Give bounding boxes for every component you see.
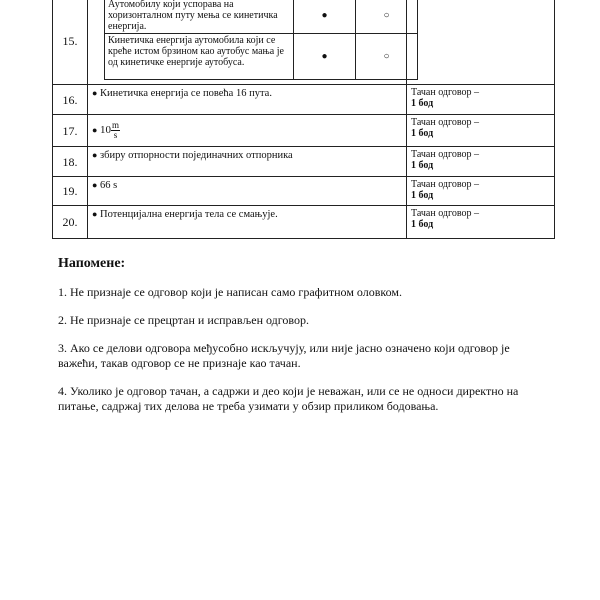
answer-cell	[88, 0, 407, 85]
note-item: 4. Уколико је одговор тачан, а садржи и део који је неважан, или се не односи директно на питање, садржај тих делова не треба узимати у обзир приликом бодовања.	[58, 384, 519, 413]
question-number: 15.	[53, 0, 88, 85]
answer-cell	[88, 147, 407, 177]
bullet-icon: ●	[92, 209, 98, 219]
table-row	[53, 85, 555, 115]
note-item: 1. Не признаје се одговор који је написан само графитном оловком.	[58, 285, 402, 299]
question-number: 19.	[53, 177, 88, 206]
notes-section	[58, 256, 548, 427]
points-value: 1 бод	[411, 219, 434, 230]
points-label: Тачан одговор –	[411, 149, 480, 160]
answer-cell	[88, 206, 407, 239]
statement-text: Аутомобилу који успорава на хоризонталном путу мења се кинетичка енергија.	[105, 0, 294, 34]
points-label: Тачан одговор –	[411, 179, 480, 190]
answer-cell	[88, 177, 407, 206]
points-value: 1 бод	[411, 160, 434, 171]
statement-row	[105, 34, 418, 80]
points-cell	[407, 147, 555, 177]
bullet-icon: ●	[92, 124, 98, 135]
unit-fraction	[111, 121, 120, 140]
statement-table	[104, 0, 418, 80]
answer-value: 10	[100, 123, 111, 136]
statement-row	[105, 0, 418, 34]
points-label: Тачан одговор –	[411, 208, 480, 219]
question-number: 17.	[53, 115, 88, 147]
points-cell	[407, 177, 555, 206]
unit-numerator: m	[112, 120, 120, 130]
note-item: 2. Не признаје се прецртан и исправљен одговор.	[58, 313, 309, 327]
unit-denominator: s	[113, 130, 118, 140]
question-number: 20.	[53, 206, 88, 239]
answer-text: Кинетичка енергија се повећа 16 пута.	[100, 88, 272, 99]
answer-text: 66 s	[100, 180, 118, 191]
points-cell	[407, 0, 555, 85]
answer-cell	[88, 85, 407, 115]
points-value: 1 бод	[411, 98, 434, 109]
filled-circle-icon: ●	[294, 34, 356, 80]
answer-cell	[88, 115, 407, 147]
empty-circle-icon: ○	[356, 34, 418, 80]
points-cell	[407, 85, 555, 115]
answer-text: Потенцијална енергија тела се смањује.	[100, 209, 278, 220]
bullet-icon: ●	[92, 88, 98, 98]
notes-title: Напомене:	[58, 256, 126, 271]
table-row	[53, 115, 555, 147]
empty-circle-icon: ○	[356, 0, 418, 34]
points-cell	[407, 206, 555, 239]
question-number: 18.	[53, 147, 88, 177]
table-row	[53, 0, 555, 85]
points-label: Тачан одговор –	[411, 87, 480, 98]
question-number: 16.	[53, 85, 88, 115]
table-row	[53, 147, 555, 177]
answer-text: збиру отпорности појединачних отпорника	[100, 150, 293, 161]
statement-text: Кинетичка енергија аутомобила који се креће истом брзином као аутобус мања је од кинетичке енергије аутобуса.	[105, 34, 294, 80]
points-cell	[407, 115, 555, 147]
points-label: Тачан одговор –	[411, 117, 480, 128]
bullet-icon: ●	[92, 150, 98, 160]
note-item: 3. Ако се делови одговора међусобно искључују, или није јасно означено који одговор је важећи, такав одговор се не признаје као тачан.	[58, 341, 510, 370]
points-value: 1 бод	[411, 190, 434, 201]
filled-circle-icon: ●	[294, 0, 356, 34]
bullet-icon: ●	[92, 180, 98, 190]
table-row	[53, 177, 555, 206]
table-row	[53, 206, 555, 239]
points-value: 1 бод	[411, 128, 434, 139]
answer-table	[52, 0, 555, 239]
